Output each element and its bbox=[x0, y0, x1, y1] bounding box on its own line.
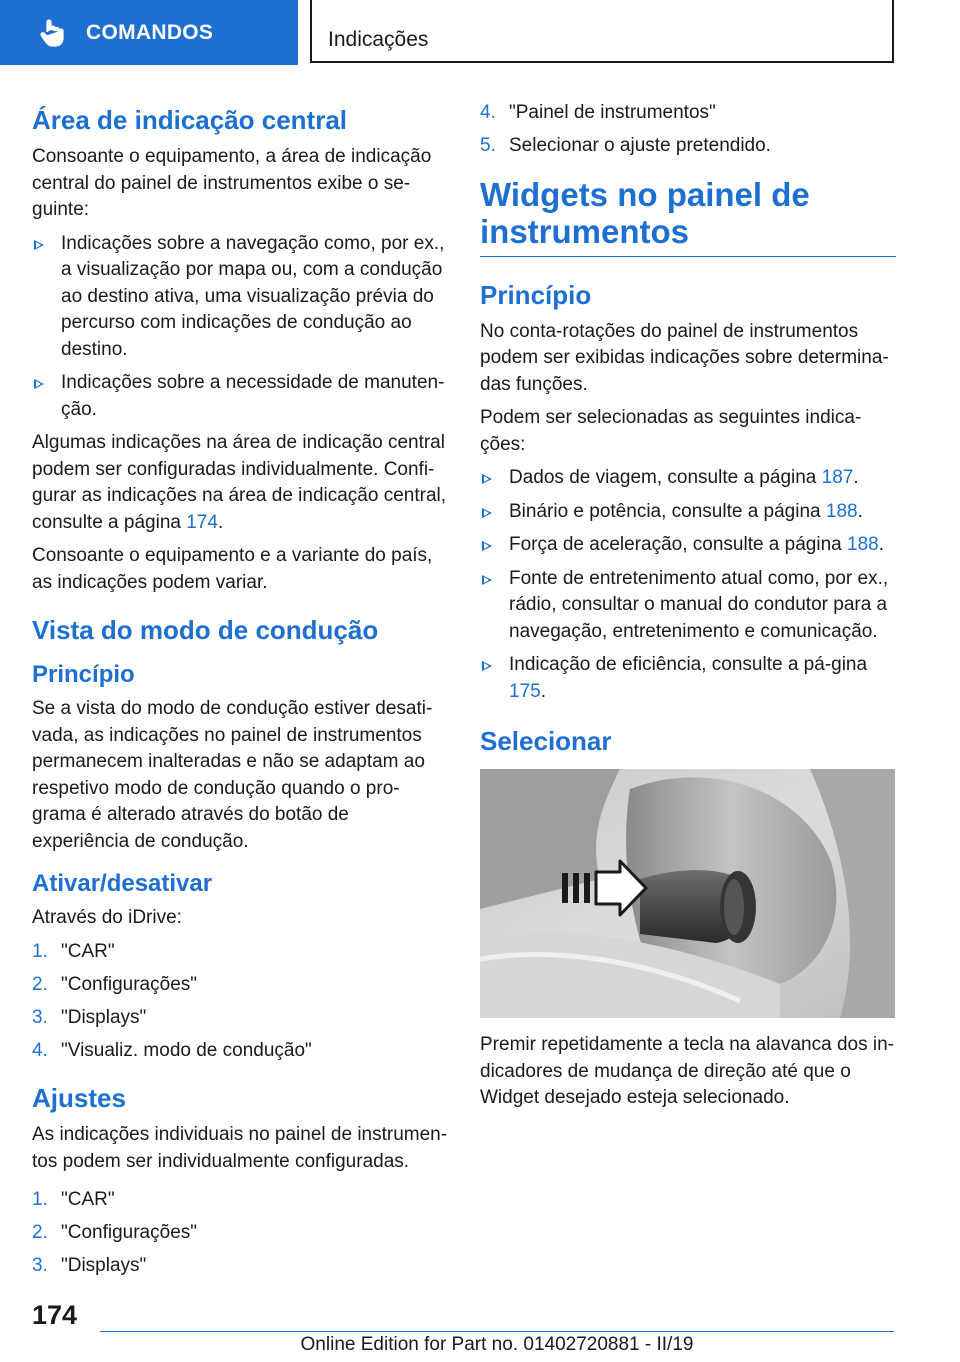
section-tab bbox=[0, 0, 298, 65]
triangle-bullet-icon bbox=[482, 474, 492, 484]
page-link-188[interactable]: 188 bbox=[847, 534, 879, 555]
page-link-187[interactable]: 187 bbox=[821, 467, 854, 488]
right-column bbox=[480, 100, 896, 1119]
page-link-175[interactable]: 175 bbox=[509, 680, 541, 702]
heading-ajustes: Ajustes bbox=[32, 1083, 126, 1113]
list-item: 2. "Configurações" bbox=[32, 973, 198, 995]
list-item: 1. "CAR" bbox=[32, 1189, 115, 1210]
chapter-title: Indicações bbox=[328, 28, 429, 51]
left-column bbox=[32, 100, 450, 1286]
list-item: 4. "Visualiz. modo de condução" bbox=[32, 1039, 312, 1061]
list-item: 4. "Painel de instrumentos" bbox=[480, 102, 716, 123]
list-item: 2. "Configurações" bbox=[32, 1222, 198, 1243]
heading-principio: Princípio bbox=[480, 279, 592, 310]
list-item: Binário e potência, consulte a página 188. bbox=[480, 499, 896, 526]
triangle-bullet-icon bbox=[482, 661, 492, 671]
steps-list bbox=[32, 1187, 450, 1280]
triangle-bullet-icon bbox=[34, 240, 44, 250]
list-item: Fonte de entretenimento atual como, por ex., rádio, consultar o manual do condutor para a navegação, entretenimento e comunicação. bbox=[480, 566, 896, 646]
list-item: Indicações sobre a necessidade de manuten-ção. bbox=[32, 370, 450, 423]
list-item: Dados de viagem, consulte a página 187. bbox=[480, 465, 896, 492]
paragraph: Consoante o equipamento e a variante do país, as indicações podem variar. bbox=[32, 545, 433, 593]
paragraph: Premir repetidamente a tecla na alavanca dos in-dicadores de mudança de direção até que o Widget desejado esteja selecionado. bbox=[480, 1034, 895, 1108]
steps-list bbox=[32, 939, 450, 1065]
triangle-bullet-icon bbox=[482, 541, 492, 551]
paragraph: As indicações individuais no painel de instrumen-tos podem ser individualmente configuradas. bbox=[32, 1124, 448, 1172]
list-item: 5. Selecionar o ajuste pretendido. bbox=[480, 135, 771, 156]
triangle-bullet-icon bbox=[482, 508, 492, 518]
paragraph: Consoante o equipamento, a área de indicação central do painel de instrumentos exibe o se-guinte: bbox=[32, 146, 432, 220]
hand-pointer-icon bbox=[38, 18, 66, 48]
heading-ativar-desativar: Ativar/desativar bbox=[32, 870, 213, 897]
paragraph: Através do iDrive: bbox=[32, 907, 182, 928]
page-link-188[interactable]: 188 bbox=[825, 500, 858, 522]
paragraph: No conta-rotações do painel de instrumentos podem ser exibidas indicações sobre determina-das funções. bbox=[480, 320, 889, 395]
chapter-header bbox=[310, 0, 894, 63]
page-number: 174 bbox=[32, 1300, 78, 1330]
turn-signal-lever-illustration bbox=[480, 769, 895, 1018]
triangle-bullet-icon bbox=[34, 379, 44, 389]
bullet-list bbox=[32, 231, 450, 424]
section-label: COMANDOS bbox=[86, 20, 214, 44]
steps-list bbox=[480, 100, 896, 160]
triangle-bullet-icon bbox=[482, 575, 492, 585]
heading-principio: Princípio bbox=[32, 661, 135, 688]
list-item: 1. "CAR" bbox=[32, 940, 115, 962]
list-item: Indicação de eficiência, consulte a pá-gina 175. bbox=[480, 652, 896, 705]
heading-widgets: Widgets no painel de instrumentos bbox=[480, 176, 896, 257]
paragraph: Se a vista do modo de condução estiver desati-vada, as indicações no painel de instrumentos permanecem inalteradas e não se adaptam ao respetivo modo de condução quando o pro-grama é alterado através do botão de experiência de condução. bbox=[32, 698, 433, 852]
footer-divider bbox=[100, 1331, 894, 1332]
page-link-174[interactable]: 174 bbox=[186, 511, 218, 533]
heading-selecionar: Selecionar bbox=[480, 726, 612, 756]
bullet-list bbox=[480, 465, 896, 705]
list-item: 3. "Displays" bbox=[32, 1255, 147, 1276]
list-item: 3. "Displays" bbox=[32, 1006, 147, 1028]
footer-edition: Online Edition for Part no. 01402720881 - II/19 bbox=[300, 1334, 694, 1355]
list-item: Indicações sobre a navegação como, por ex., a visualização por mapa ou, com a condução ao destino ativa, uma visualização prévia do percurso com indicações de condução ao destino. bbox=[32, 231, 450, 364]
heading-vista-modo: Vista do modo de condução bbox=[32, 615, 379, 645]
list-item: Força de aceleração, consulte a página 188. bbox=[480, 532, 896, 559]
paragraph: Podem ser selecionadas as seguintes indica-ções: bbox=[480, 407, 862, 455]
paragraph: Algumas indicações na área de indicação central podem ser configuradas individualmente. Confi-gurar as indicações na área de indicação central, consulte a página 174. bbox=[32, 432, 447, 533]
heading-area-indicacao: Área de indicação central bbox=[32, 105, 348, 135]
